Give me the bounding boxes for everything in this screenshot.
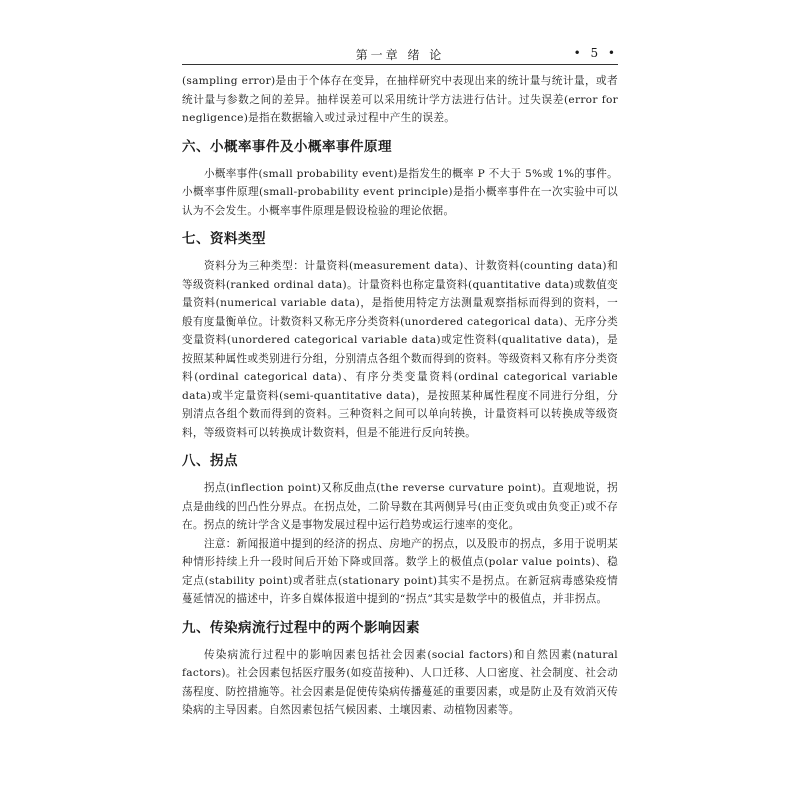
paragraph-epidemic-factors: 传染病流行过程中的影响因素包括社会因素(social factors)和自然因素(natural factors)。社会因素包括医疗服务(如疫苗接种)、人口迁移、人口密度、社会制度、社会动荡程度、防控措施等。社会因素是促使传染病传播蔓延的重要因素，或是防止及有效消灭传染病的主导因素。自然因素包括气候因素、土壤因素、动植物因素等。 <box>182 648 618 716</box>
paragraph-data-types: 资料分为三种类型：计量资料(measurement data)、计数资料(counting data)和等级资料(ranked ordinal data)。计量资料也称定量资料(quantitative data)或数值变量资料(numerical variable data)，是指使用特定方法测量观察指标而得到的资料，一般有度量衡单位。计数资料又称无序分类资料(unordered categorical data)、无序分类变量资料(unordered categorical variable data)或定性资料(qualitative data)，是按照某种属性或类别进行分组，分别清点各组个数而得到的资料。等级资料又称有序分类资料(ordinal categorical data)、有序分类变量资料(ordinal categorical variable data)或半定量资料(semi-quantitative data)，是按照某种属性程度不同进行分组，分别清点各组个数而得到的资料。三种资料之间可以单向转换，计量资料可以转换成等级资料，等级资料可以转换成计数资料，但是不能进行反向转换。 <box>182 260 618 439</box>
section-heading-inflection-point: 八、拐点 <box>182 453 238 469</box>
page-number: • 5 • <box>573 46 618 60</box>
paragraph-small-probability: 小概率事件(small probability event)是指发生的概率 P 不大于 5%或 1%的事件。小概率事件原理(small-probability event principle)是指小概率事件在一次实验中可以认为不会发生。小概率事件原理是假设检验的理论依据。 <box>182 167 618 217</box>
section-heading-small-probability: 六、小概率事件及小概率事件原理 <box>182 138 392 155</box>
section-heading-data-types: 七、资料类型 <box>182 231 266 247</box>
paragraph-inflection-note: 注意：新闻报道中提到的经济的拐点、房地产的拐点，以及股市的拐点，多用于说明某种情形持续上升一段时间后开始下降或回落。数学上的极值点(polar value points)、稳定点(stability point)或者驻点(stationary point)其实不是拐点。在新冠病毒感染疫情蔓延情况的描述中，许多自媒体报道中提到的“拐点”其实是数学中的极值点，并非拐点。 <box>182 537 618 605</box>
section-heading-epidemic-factors: 九、传染病流行过程中的两个影响因素 <box>182 619 420 636</box>
page-body <box>182 72 618 720</box>
paragraph-inflection-definition: 拐点(inflection point)又称反曲点(the reverse curvature point)。直观地说，拐点是曲线的凹凸性分界点。在拐点处，二阶导数在其两侧异号(由正变负或由负变正)或不存在。拐点的统计学含义是事物发展过程中运行趋势或运行速率的变化。 <box>182 482 618 531</box>
chapter-title: 第一章 绪 论 <box>355 48 445 62</box>
intro-paragraph: (sampling error)是由于个体存在变异，在抽样研究中表现出来的统计量与统计量，或者统计量与参数之间的差异。抽样误差可以采用统计学方法进行估计。过失误差(error for negligence)是指在数据输入或过录过程中产生的误差。 <box>182 75 618 124</box>
running-header <box>182 44 618 65</box>
